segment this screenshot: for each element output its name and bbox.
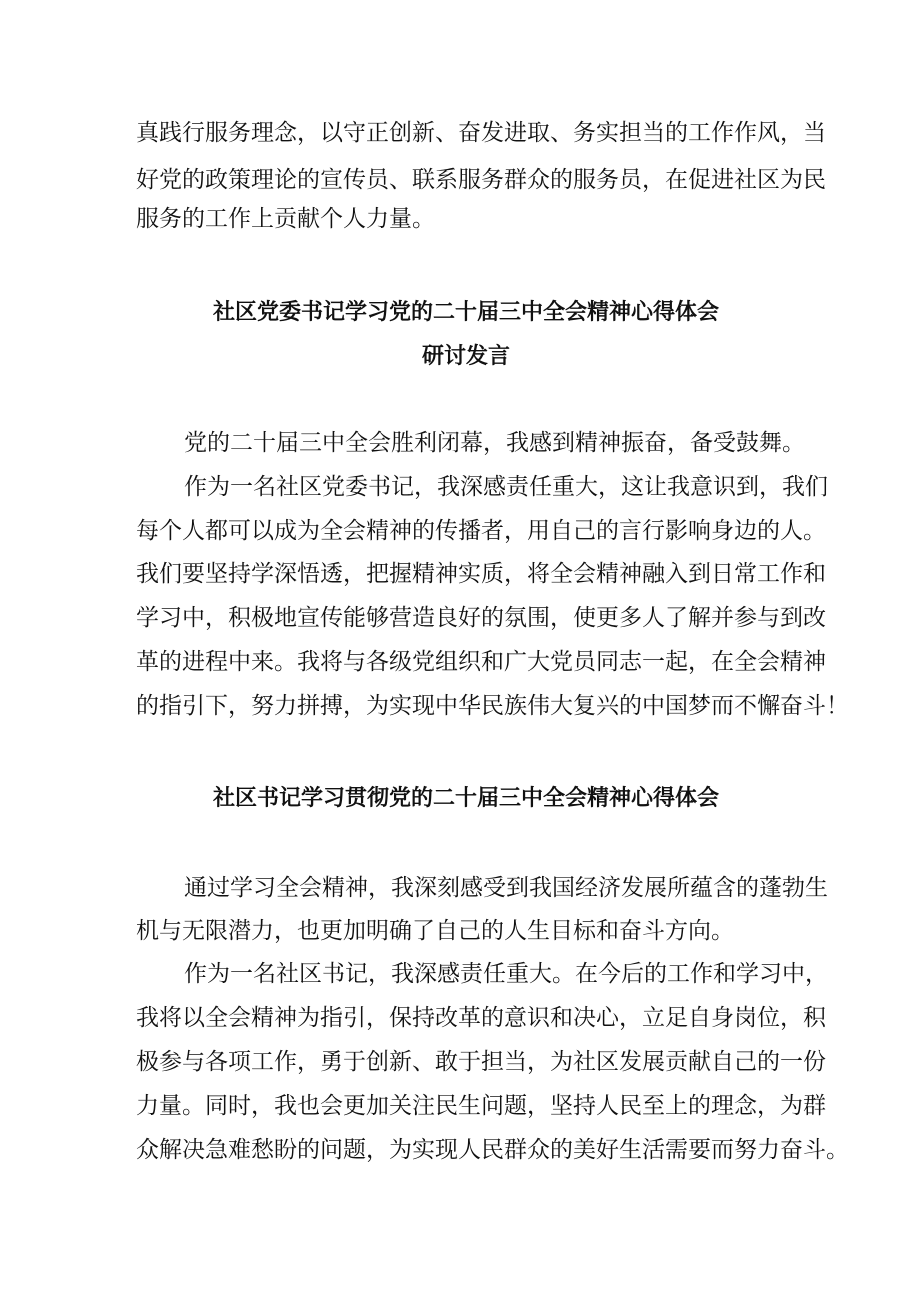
- section1-subtitle: 研讨发言: [421, 344, 510, 369]
- section1-para2-line-4: 学习中，积极地宣传能够营造良好的氛围，使更多人了解并参与到改: [136, 605, 826, 631]
- section1-para2-line-5: 革的进程中来。我将与各级党组织和广大党员同志一起，在全会精神: [136, 649, 826, 675]
- section1-title: 社区党委书记学习党的二十届三中全会精神心得体会: [212, 300, 719, 325]
- section2-para2-line-5: 众解决急难愁盼的问题，为实现人民群众的美好生活需要而努力奋斗。: [136, 1137, 849, 1163]
- section1-para1-line-1: 党的二十届三中全会胜利闭幕，我感到精神振奋，备受鼓舞。: [184, 430, 805, 456]
- section2-para2-line-3: 极参与各项工作，勇于创新、敢于担当，为社区发展贡献自己的一份: [136, 1049, 826, 1075]
- section2-para2-line-2: 我将以全会精神为指引，保持改革的意识和决心，立足自身岗位，积: [136, 1005, 826, 1031]
- section1-para2-line-2: 每个人都可以成为全会精神的传播者，用自己的言行影响身边的人。: [136, 518, 826, 544]
- section2-para1-line-2: 机与无限潜力，也更加明确了自己的人生目标和奋斗方向。: [136, 918, 734, 944]
- section1-para2-line-6: 的指引下，努力拼搏，为实现中华民族伟大复兴的中国梦而不懈奋斗！: [136, 693, 849, 719]
- section2-title: 社区书记学习贯彻党的二十届三中全会精神心得体会: [212, 786, 719, 811]
- intro-line-2: 好党的政策理论的宣传员、联系服务群众的服务员，在促进社区为民: [136, 167, 826, 193]
- section1-para2-line-3: 我们要坚持学深悟透，把握精神实质，将全会精神融入到日常工作和: [136, 561, 826, 587]
- intro-line-1: 真践行服务理念，以守正创新、奋发进取、务实担当的工作作风，当: [136, 120, 826, 146]
- section2-para2-line-1: 作为一名社区书记，我深感责任重大。在今后的工作和学习中，: [184, 961, 828, 987]
- section1-para2-line-1: 作为一名社区党委书记，我深感责任重大，这让我意识到，我们: [184, 474, 828, 500]
- section2-para2-line-4: 力量。同时，我也会更加关注民生问题，坚持人民至上的理念，为群: [136, 1093, 826, 1119]
- intro-line-3: 服务的工作上贡献个人力量。: [136, 206, 435, 232]
- section2-para1-line-1: 通过学习全会精神，我深刻感受到我国经济发展所蕴含的蓬勃生: [184, 875, 828, 901]
